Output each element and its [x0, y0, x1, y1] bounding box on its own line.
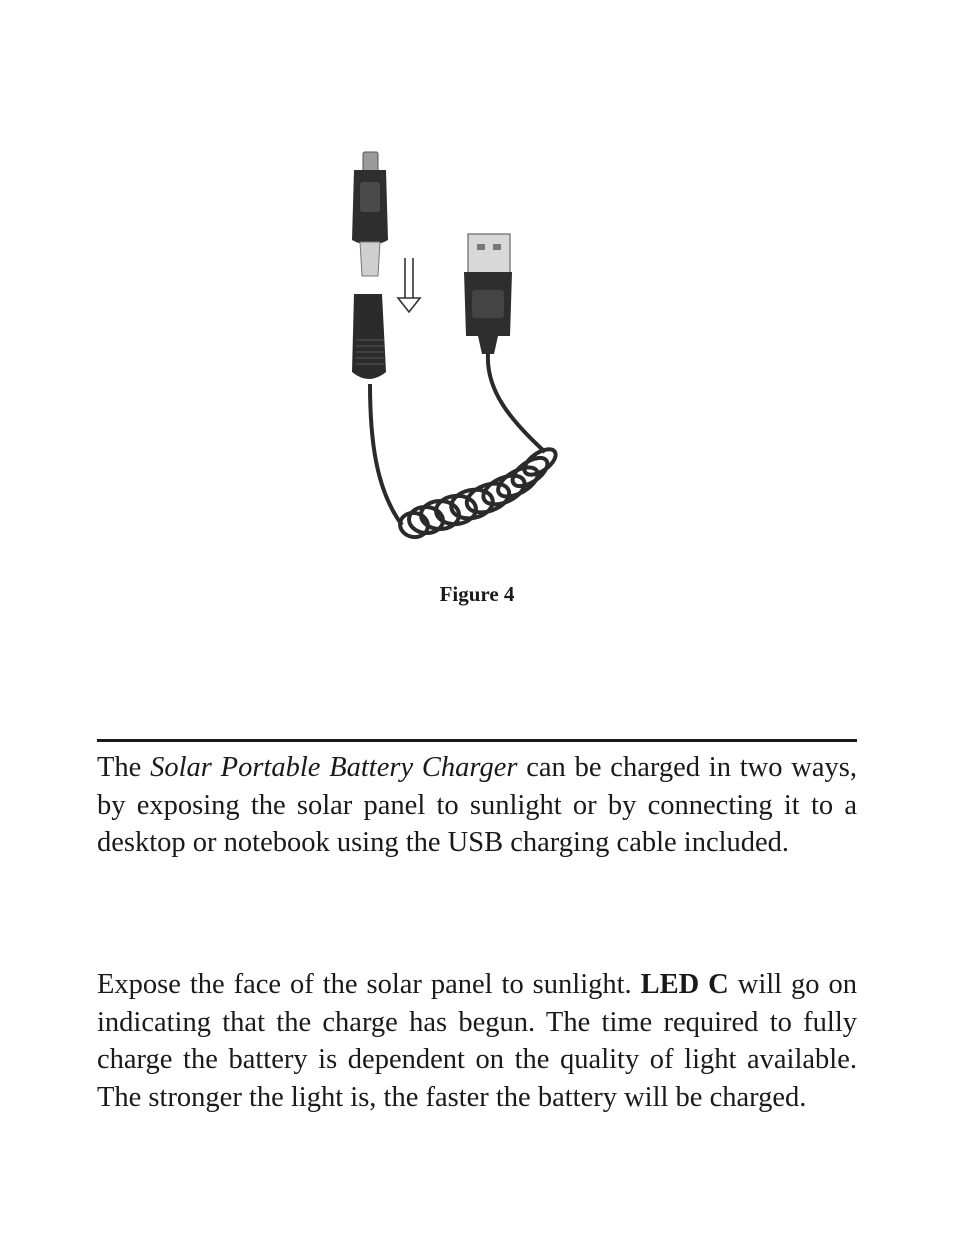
usb-a-plug — [468, 234, 510, 274]
led-label: LED C — [640, 969, 729, 1000]
adapter-grip — [360, 182, 380, 212]
usb-strain-relief — [478, 336, 498, 354]
barrel-pin — [360, 242, 380, 276]
paragraph-body: will go on indicating that the charge has begun. The time required to fully charge the battery is dependent on the quality of light available. The stronger the light is, the faster the battery will be charged. — [97, 969, 857, 1113]
mini-usb-tip — [363, 152, 378, 172]
down-arrow-icon — [398, 258, 420, 312]
usb-a-slot-right — [493, 244, 501, 250]
usb-a-slot-left — [477, 244, 485, 250]
usb-cable-figure — [340, 140, 570, 560]
section-divider — [97, 739, 857, 742]
paragraph-lead: Expose the face of the solar panel to sunlight. — [97, 969, 641, 1000]
paragraph-lead: The — [97, 752, 151, 783]
paragraph-body: can be charged in two ways, by exposing the solar panel to sunlight or by connecting it to a desktop or notebook using the USB charging cable included. — [97, 752, 858, 858]
cable-right — [488, 354, 545, 452]
solar-charging-paragraph — [97, 966, 857, 1116]
cable-left — [370, 384, 402, 525]
charging-intro-paragraph — [97, 749, 857, 862]
usb-a-grip — [472, 290, 504, 318]
figure-caption: Figure 4 — [439, 582, 515, 606]
barrel-socket — [352, 294, 386, 379]
usb-cable-illustration — [340, 140, 570, 560]
product-name: Solar Portable Battery Charger — [150, 752, 518, 783]
coiled-cable — [398, 444, 560, 539]
